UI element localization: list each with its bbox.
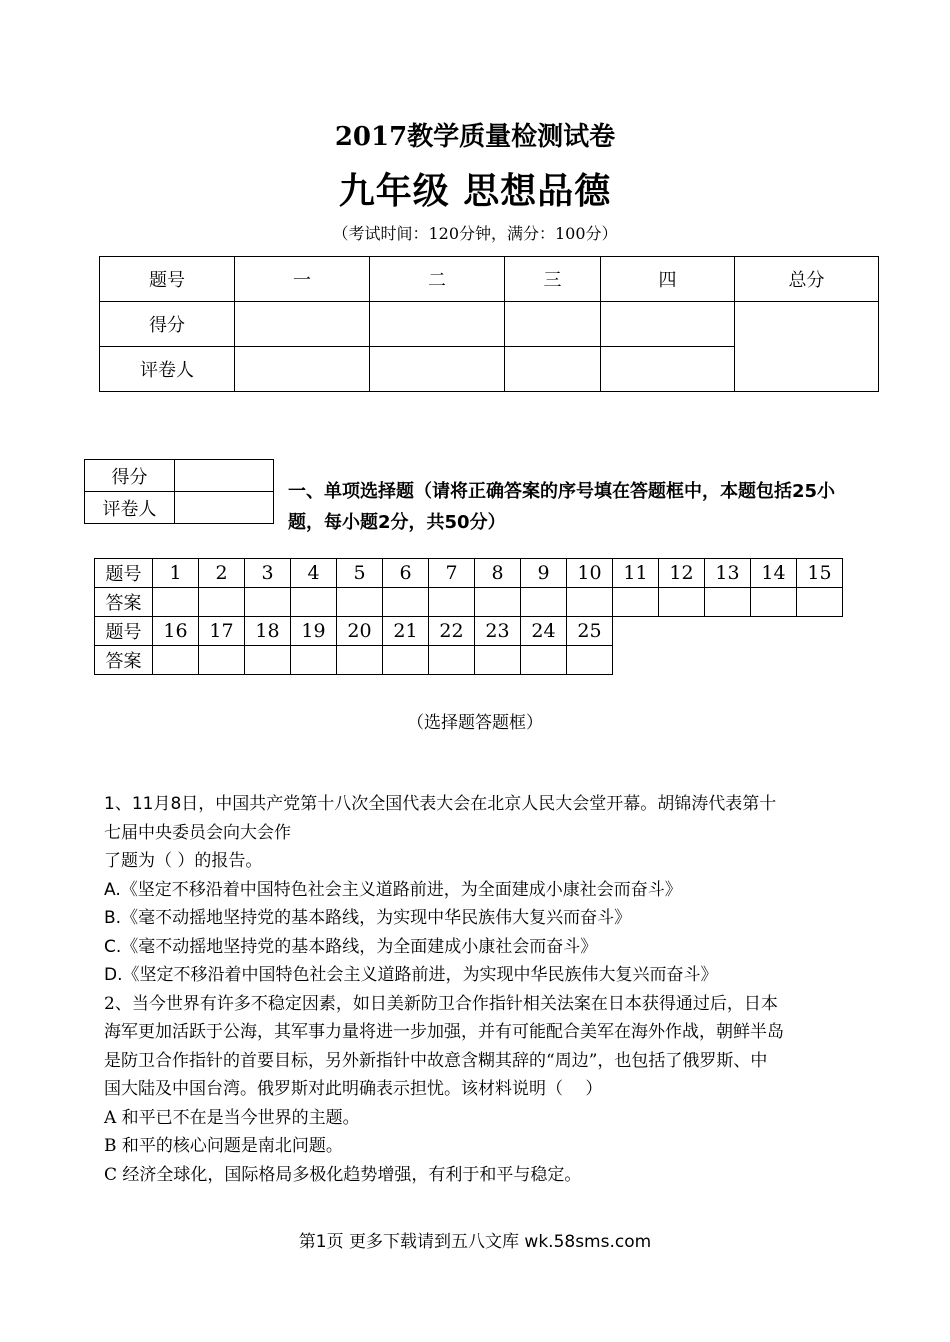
question-1-option-d: D.《坚定不移沿着中国特色社会主义道路前进，为实现中华民族伟大复兴而奋斗》 <box>104 965 718 985</box>
section-grader-box <box>84 459 274 524</box>
empty-space <box>613 646 659 675</box>
answer-grid <box>94 558 843 675</box>
question-number: 3 <box>245 559 291 588</box>
score-cell[interactable] <box>370 302 505 347</box>
answer-cell[interactable] <box>291 646 337 675</box>
answer-cell[interactable] <box>199 588 245 617</box>
exam-title: 2017教学质量检测试卷 <box>334 122 616 152</box>
question-2-stem: 海军更加活跃于公海，其军事力量将进一步加强，并有可能配合美军在海外作战，朝鲜半岛 <box>104 1022 784 1042</box>
score-cell[interactable] <box>601 302 735 347</box>
empty-space <box>659 646 705 675</box>
question-1-stem: 了题为（ ）的报告。 <box>104 851 263 871</box>
section-score-label: 得分 <box>85 460 175 492</box>
header-cell-part-2: 二 <box>370 257 505 302</box>
question-number: 9 <box>521 559 567 588</box>
question-number: 5 <box>337 559 383 588</box>
answer-grid-answer-row <box>95 588 843 617</box>
section-grader-label: 评卷人 <box>85 492 175 524</box>
answer-cell[interactable] <box>705 588 751 617</box>
question-2-stem: 2、当今世界有许多不稳定因素，如日美新防卫合作指针相关法案在日本获得通过后，日本 <box>104 993 778 1014</box>
question-number: 12 <box>659 559 705 588</box>
question-number: 20 <box>337 617 383 646</box>
number-label: 题号 <box>95 559 153 588</box>
empty-space <box>751 617 797 646</box>
answer-cell[interactable] <box>153 646 199 675</box>
answer-cell[interactable] <box>245 646 291 675</box>
answer-label: 答案 <box>95 646 153 675</box>
answer-cell[interactable] <box>383 588 429 617</box>
question-number: 23 <box>475 617 521 646</box>
grader-cell[interactable] <box>235 347 370 392</box>
answer-cell[interactable] <box>659 588 705 617</box>
question-number: 21 <box>383 617 429 646</box>
answer-cell[interactable] <box>245 588 291 617</box>
question-2-option-b: B 和平的核心问题是南北问题。 <box>104 1136 343 1156</box>
score-cell[interactable] <box>235 302 370 347</box>
question-2-option-a: A 和平已不在是当今世界的主题。 <box>104 1107 360 1128</box>
question-number: 11 <box>613 559 659 588</box>
answer-grid-number-row <box>95 617 843 646</box>
answer-cell[interactable] <box>153 588 199 617</box>
question-number: 4 <box>291 559 337 588</box>
question-1-option-a: A.《坚定不移沿着中国特色社会主义道路前进，为全面建成小康社会而奋斗》 <box>104 879 682 900</box>
question-2-stem: 国大陆及中国台湾。俄罗斯对此明确表示担忧。该材料说明（ ） <box>104 1079 603 1099</box>
empty-space <box>613 617 659 646</box>
question-1-option-c: C.《毫不动摇地坚持党的基本路线，为全面建成小康社会而奋斗》 <box>104 936 598 957</box>
question-number: 15 <box>797 559 843 588</box>
answer-cell[interactable] <box>521 588 567 617</box>
question-1-option-b: B.《毫不动摇地坚持党的基本路线，为实现中华民族伟大复兴而奋斗》 <box>104 908 632 928</box>
answer-cell[interactable] <box>337 588 383 617</box>
total-score-cell[interactable] <box>735 302 879 392</box>
grader-row-label: 评卷人 <box>100 347 235 392</box>
empty-space <box>751 646 797 675</box>
question-number: 13 <box>705 559 751 588</box>
answer-cell[interactable] <box>751 588 797 617</box>
header-cell-part-4: 四 <box>601 257 735 302</box>
score-row <box>100 302 879 347</box>
question-1-stem: 七届中央委员会向大会作 <box>104 822 291 843</box>
answer-cell[interactable] <box>797 588 843 617</box>
grader-cell[interactable] <box>370 347 505 392</box>
question-2-option-c: C 经济全球化，国际格局多极化趋势增强，有利于和平与稳定。 <box>104 1164 582 1185</box>
question-number: 1 <box>153 559 199 588</box>
answer-grid-answer-row <box>95 646 843 675</box>
answer-cell[interactable] <box>291 588 337 617</box>
question-number: 24 <box>521 617 567 646</box>
question-number: 6 <box>383 559 429 588</box>
exam-subtitle: 九年级 思想品德 <box>338 170 612 212</box>
exam-info: （考试时间：120分钟，满分：100分） <box>332 224 618 243</box>
grader-cell[interactable] <box>601 347 735 392</box>
section-heading-line: 题，每小题2分，共50分） <box>288 512 506 533</box>
answer-grid-caption: （选择题答题框） <box>407 713 543 733</box>
question-1-stem: 1、11月8日，中国共产党第十八次全国代表大会在北京人民大会堂开幕。胡锦涛代表第十 <box>104 794 777 814</box>
empty-space <box>705 646 751 675</box>
question-list <box>104 790 884 1189</box>
answer-cell[interactable] <box>199 646 245 675</box>
answer-cell[interactable] <box>475 588 521 617</box>
grader-cell[interactable] <box>505 347 601 392</box>
header-cell-part-3: 三 <box>505 257 601 302</box>
header-cell-part-1: 一 <box>235 257 370 302</box>
answer-cell[interactable] <box>567 646 613 675</box>
score-cell[interactable] <box>505 302 601 347</box>
score-table-header-row <box>100 257 879 302</box>
question-number: 22 <box>429 617 475 646</box>
question-number: 7 <box>429 559 475 588</box>
answer-cell[interactable] <box>429 646 475 675</box>
question-number: 8 <box>475 559 521 588</box>
header-cell-number: 题号 <box>100 257 235 302</box>
answer-label: 答案 <box>95 588 153 617</box>
question-number: 18 <box>245 617 291 646</box>
question-number: 17 <box>199 617 245 646</box>
question-number: 19 <box>291 617 337 646</box>
empty-space <box>705 617 751 646</box>
question-number: 10 <box>567 559 613 588</box>
header-cell-total: 总分 <box>735 257 879 302</box>
answer-grid-number-row <box>95 559 843 588</box>
answer-cell[interactable] <box>567 588 613 617</box>
answer-cell[interactable] <box>613 588 659 617</box>
question-number: 16 <box>153 617 199 646</box>
question-number: 25 <box>567 617 613 646</box>
section-heading-line: 一、单项选择题（请将正确答案的序号填在答题框中，本题包括25小 <box>288 481 836 502</box>
empty-space <box>797 617 843 646</box>
section-grader-cell[interactable] <box>175 492 274 524</box>
section-score-cell[interactable] <box>175 460 274 492</box>
answer-cell[interactable] <box>475 646 521 675</box>
score-row-label: 得分 <box>100 302 235 347</box>
number-label: 题号 <box>95 617 153 646</box>
empty-space <box>797 646 843 675</box>
empty-space <box>659 617 705 646</box>
answer-cell[interactable] <box>337 646 383 675</box>
question-2-stem: 是防卫合作指针的首要目标，另外新指针中故意含糊其辞的“周边”，也包括了俄罗斯、中 <box>104 1050 768 1071</box>
section-heading <box>288 476 878 538</box>
answer-cell[interactable] <box>429 588 475 617</box>
question-number: 2 <box>199 559 245 588</box>
answer-cell[interactable] <box>383 646 429 675</box>
score-table <box>99 256 879 392</box>
page-footer: 第1页 更多下载请到五八文库 wk.58sms.com <box>298 1232 652 1252</box>
question-number: 14 <box>751 559 797 588</box>
answer-cell[interactable] <box>521 646 567 675</box>
